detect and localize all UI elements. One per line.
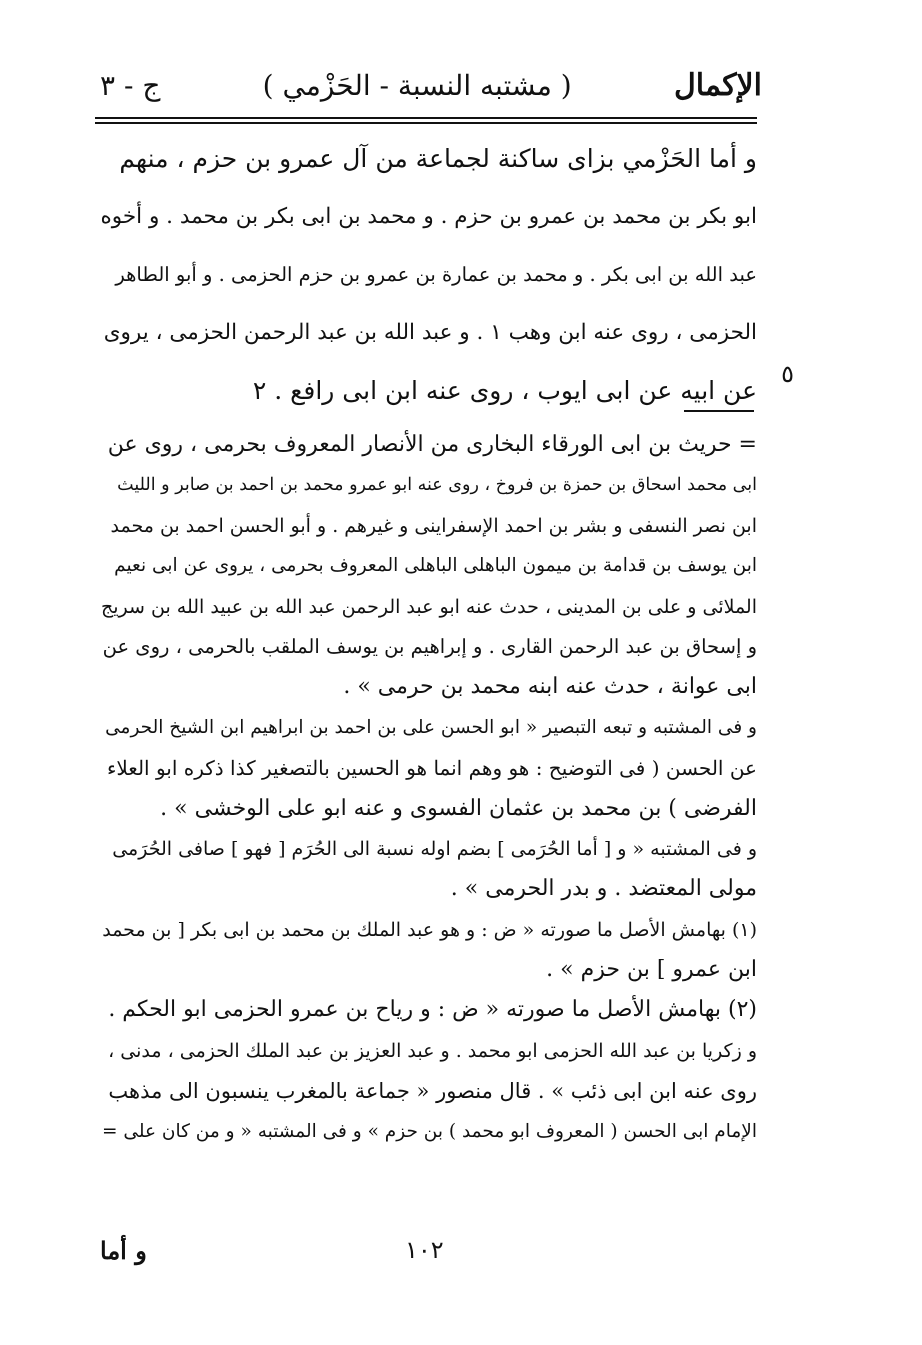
main-line: ابو بكر بن محمد بن عمرو بن حزم . و محمد بن ابى بكر بن محمد . و أخوه xyxy=(100,204,757,229)
note-line: الفرضى ) بن محمد بن عثمان الفسوى و عنه ابو على الوخشى » . xyxy=(160,795,757,821)
footnotes xyxy=(100,425,757,1152)
note-line: ابن يوسف بن قدامة بن ميمون الباهلى الباهلى المعروف بحرمى ، يروى عن ابى نعيم xyxy=(114,555,757,577)
note-line: و إسحاق بن عبد الرحمن القارى . و إبراهيم بن يوسف الملقب بالحرمى ، روى عن xyxy=(102,634,757,658)
note-line: ابن نصر النسفى و بشر بن احمد الإسفراينى و غيرهم . و أبو الحسن احمد بن محمد xyxy=(110,514,757,537)
note-line: الملائى و على بن المدينى ، حدث عنه ابو عبد الرحمن عبد الله بن عبيد الله بن سريج xyxy=(101,595,757,618)
main-line: و أما الحَزْمي بزاى ساكنة لجماعة من آل عمرو بن حزم ، منهم xyxy=(119,144,757,173)
note-line: عن الحسن ( فى التوضيح : هو وهم انما هو الحسين بالتصغير كذا ذكره ابو العلاء xyxy=(106,756,757,781)
running-header xyxy=(100,60,762,110)
note-line: (٢) بهامش الأصل ما صورته « ض : و رياح بن عمرو الحزمى ابو الحكم . xyxy=(108,997,757,1023)
main-line: عبد الله بن ابى بكر . و محمد بن عمارة بن عمرو بن حزم الحزمى . و أبو الطاهر xyxy=(115,263,757,286)
header-rule-top xyxy=(95,117,757,119)
note-line: مولى المعتضد . و بدر الحرمى » . xyxy=(450,876,757,902)
note-line: الإمام ابى الحسن ( المعروف ابو محمد ) بن حزم » و فى المشتبه « و من كان على = xyxy=(102,1120,757,1142)
volume-label: ج - ٣ xyxy=(100,68,161,102)
note-line: و فى المشتبه و تبعه التبصير « ابو الحسن على بن احمد بن ابراهيم ابن الشيخ الحرمى xyxy=(105,716,757,738)
note-line: = حريث بن ابى الورقاء البخارى من الأنصار المعروف بحرمى ، روى عن xyxy=(107,432,757,457)
note-line: (١) بهامش الأصل ما صورته « ض : و هو عبد الملك بن محمد بن ابى بكر [ بن محمد xyxy=(102,918,757,941)
page-number: ١٠٢ xyxy=(405,1236,444,1264)
note-line: ابن عمرو ] بن حزم » . xyxy=(546,957,757,983)
section-title: ( مشتبه النسبة - الحَزْمي ) xyxy=(262,68,572,102)
main-line: الحزمى ، روى عنه ابن وهب ١ . و عبد الله بن عبد الرحمن الحزمى ، يروى xyxy=(103,320,757,345)
note-line: ابى محمد اسحاق بن حمزة بن فروخ ، روى عنه ابو عمرو محمد بن احمد بن صابر و الليث xyxy=(117,475,757,496)
note-line: و زكريا بن عبد الله الحزمى ابو محمد . و عبد العزيز بن عبد الملك الحزمى ، مدنى ، xyxy=(108,1039,757,1062)
header-rule-bottom xyxy=(95,122,757,124)
book-title: الإكمال xyxy=(673,67,762,103)
note-line: ابى عوانة ، حدث عنه ابنه محمد بن حرمى » . xyxy=(343,674,757,700)
catchword: و أما xyxy=(100,1236,147,1265)
note-line: روى عنه ابن ابى ذئب » . قال منصور « جماعة بالمغرب ينسبون الى مذهب xyxy=(108,1079,757,1104)
footnote-separator xyxy=(684,410,754,412)
line-number-marker: ٥ xyxy=(781,360,794,388)
note-line: و فى المشتبه « و [ أما الحُرَمى ] بضم اوله نسبة الى الحُرَم [ فهو ] صافى الحُرَمى xyxy=(112,837,757,860)
main-line: عن ابيه عن ابى ايوب ، روى عنه ابن ابى رافع . ٢ xyxy=(252,376,757,405)
main-text xyxy=(100,130,757,420)
